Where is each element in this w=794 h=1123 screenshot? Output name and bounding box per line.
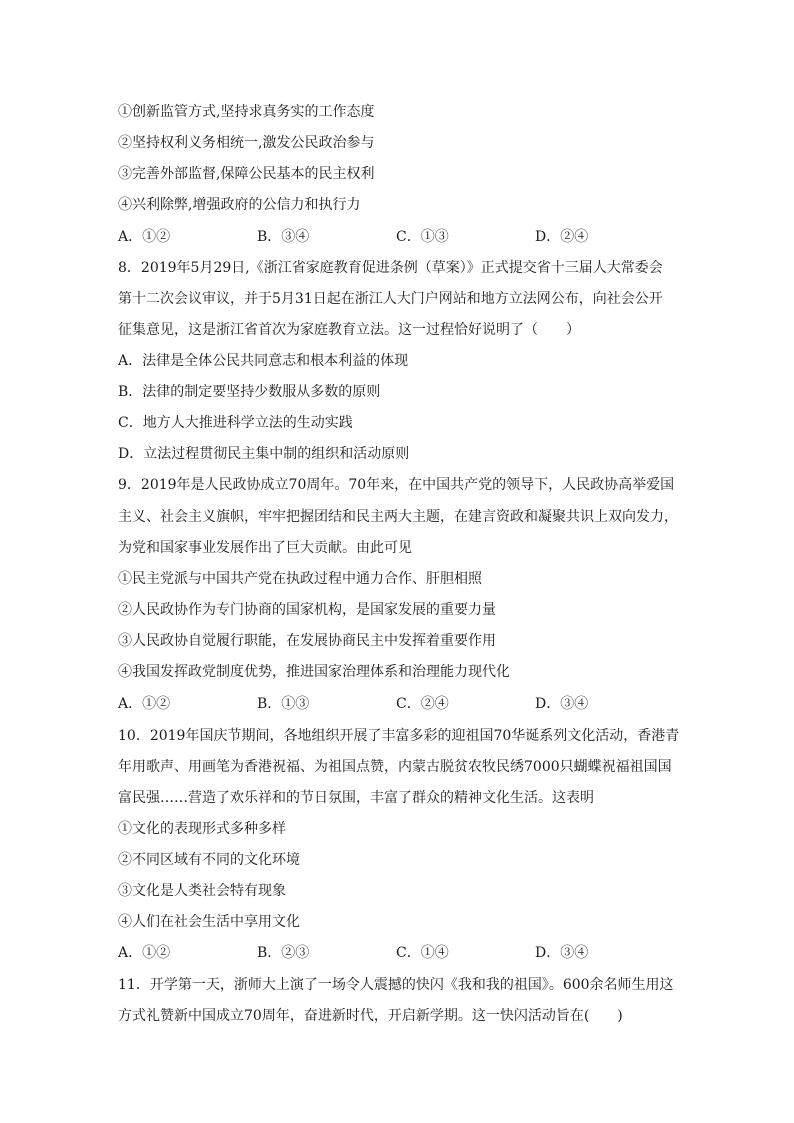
q7-option-b: B．③④: [257, 229, 310, 245]
q9-option-a: A．①②: [118, 696, 171, 712]
q11-stem-line-2: 方式礼赞新中国成立70周年，奋进新时代，开启新学期。这一快闪活动旨在( ): [118, 1008, 623, 1024]
q9-stem-line-3: 为党和国家事业发展作出了巨大贡献。由此可见: [118, 540, 412, 556]
q10-option-c: C．①④: [396, 945, 449, 961]
q7-statement-4: ④兴利除弊,增强政府的公信力和执行力: [118, 197, 361, 213]
q9-option-c: C．②④: [396, 696, 449, 712]
q9-option-d: D．③④: [535, 696, 589, 712]
q9-option-b: B．①③: [257, 696, 310, 712]
q10-option-b: B．②③: [257, 945, 310, 961]
q9-options: [118, 694, 688, 714]
q7-statement-2: ②坚持权利义务相统一,激发公民政治参与: [118, 135, 375, 151]
q9-statement-4: ④我国发挥政党制度优势，推进国家治理体系和治理能力现代化: [118, 664, 510, 680]
q10-stem-line-1: 10．2019年国庆节期间，各地组织开展了丰富多彩的迎祖国70华诞系列文化活动，香港青: [118, 728, 680, 744]
q9-statement-2: ②人民政协作为专门协商的国家机构，是国家发展的重要力量: [118, 602, 496, 618]
q11-stem-line-1: 11．开学第一天，浙师大上演了一场令人震撼的快闪《我和我的祖国》。600余名师生用这: [118, 977, 674, 993]
q9-statement-3: ③人民政协自觉履行职能，在发展协商民主中发挥着重要作用: [118, 633, 496, 649]
q8-option-c: C．地方人大推进科学立法的生动实践: [118, 415, 353, 431]
q10-stem-line-2: 年用歌声、用画笔为香港祝福、为祖国点赞，内蒙古脱贫农牧民绣7000只蝴蝶祝福祖国国: [118, 759, 672, 775]
q10-option-d: D．③④: [535, 945, 589, 961]
q7-option-c: C．①③: [396, 229, 449, 245]
q8-stem-line-2: 第十二次会议审议，并于5月31日起在浙江人大门户网站和地方立法网公布，向社会公开: [118, 291, 663, 307]
q9-stem-line-1: 9．2019年是人民政协成立70周年。70年来，在中国共产党的领导下，人民政协高举爱国: [118, 477, 675, 493]
q8-stem-line-3: 征集意见，这是浙江省首次为家庭教育立法。这一过程恰好说明了（ ）: [118, 322, 580, 338]
q9-stem-line-2: 主义、社会主义旗帜，牢牢把握团结和民主两大主题，在建言资政和凝聚共识上双向发力，: [118, 509, 678, 525]
q7-statement-1: ①创新监管方式,坚持求真务实的工作态度: [118, 104, 375, 120]
q10-statement-1: ①文化的表现形式多种多样: [118, 821, 286, 837]
q10-statement-2: ②不同区域有不同的文化环境: [118, 852, 300, 868]
q7-option-a: A．①②: [118, 229, 171, 245]
q9-statement-1: ①民主党派与中国共产党在执政过程中通力合作、肝胆相照: [118, 571, 482, 587]
q10-options: [118, 943, 688, 963]
q8-option-d: D．立法过程贯彻民主集中制的组织和活动原则: [118, 446, 410, 462]
q8-option-b: B．法律的制定要坚持少数服从多数的原则: [118, 384, 381, 400]
q10-stem-line-3: 富民强……营造了欢乐祥和的节日氛围，丰富了群众的精神文化生活。这表明: [118, 790, 594, 806]
q10-statement-4: ④人们在社会生活中享用文化: [118, 914, 300, 930]
q7-option-d: D．②④: [535, 229, 589, 245]
q10-option-a: A．①②: [118, 945, 171, 961]
q7-statement-3: ③完善外部监督,保障公民基本的民主权利: [118, 166, 375, 182]
q10-statement-3: ③文化是人类社会特有现象: [118, 883, 286, 899]
q8-stem-line-1: 8．2019年5月29日,《浙江省家庭教育促进条例（草案）》正式提交省十三届人大常委会: [118, 260, 663, 276]
q7-options: [118, 227, 688, 247]
q8-option-a: A．法律是全体公民共同意志和根本利益的体现: [118, 353, 409, 369]
